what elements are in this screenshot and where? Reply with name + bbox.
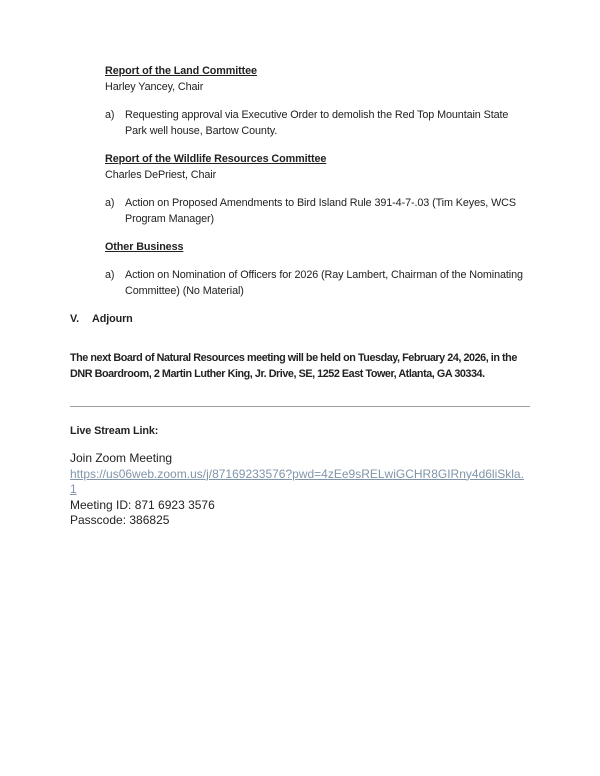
section-other-business <box>105 239 530 299</box>
meeting-id-text: Meeting ID: 871 6923 3576 <box>70 497 215 512</box>
item-text: Action on Proposed Amendments to Bird Island Rule 391-4-7-.03 (Tim Keyes, WCS Program Manager) <box>125 197 516 225</box>
item-text: Action on Nomination of Officers for 2026 (Ray Lambert, Chairman of the Nominating Committee) (No Material) <box>125 269 523 297</box>
committee-sections <box>105 63 530 299</box>
section-heading: Report of the Land Committee <box>105 65 257 77</box>
zoom-link-line <box>70 467 530 498</box>
agenda-item <box>105 195 530 227</box>
live-stream-label: Live Stream Link: <box>70 425 159 437</box>
section-divider <box>70 406 530 407</box>
section-land-committee <box>105 63 530 139</box>
item-marker: a) <box>105 269 115 281</box>
next-meeting-notice: The next Board of Natural Resources meeting will be held on Tuesday, February 24, 2026, in the DNR Boardroom, 2 Martin Luther King, Jr. Drive, SE, 1252 East Tower, Atlanta, GA 30334. <box>70 352 517 380</box>
zoom-meeting-link[interactable]: https://us06web.zoom.us/j/87169233576?pwd=4zEe9sRELwiGCHR8GIRny4d6liSkla.1 <box>70 466 524 496</box>
adjourn-numeral: V. <box>70 313 80 325</box>
chair-line: Harley Yancey, Chair <box>105 81 204 93</box>
item-text: Requesting approval via Executive Order to demolish the Red Top Mountain State Park well house, Bartow County. <box>125 109 509 137</box>
section-wildlife-resources-committee <box>105 151 530 227</box>
join-zoom-text: Join Zoom Meeting <box>70 451 173 465</box>
passcode-text: Passcode: 386825 <box>70 513 170 527</box>
item-marker: a) <box>105 197 115 209</box>
agenda-item <box>105 267 530 299</box>
chair-line: Charles DePriest, Chair <box>105 169 217 181</box>
section-heading: Other Business <box>105 241 184 253</box>
agenda-item <box>105 107 530 139</box>
section-heading: Report of the Wildlife Resources Committee <box>105 153 327 165</box>
adjourn-label: Adjourn <box>92 313 133 325</box>
adjourn-item <box>70 311 530 327</box>
zoom-meeting-block <box>70 451 530 529</box>
item-marker: a) <box>105 109 115 121</box>
